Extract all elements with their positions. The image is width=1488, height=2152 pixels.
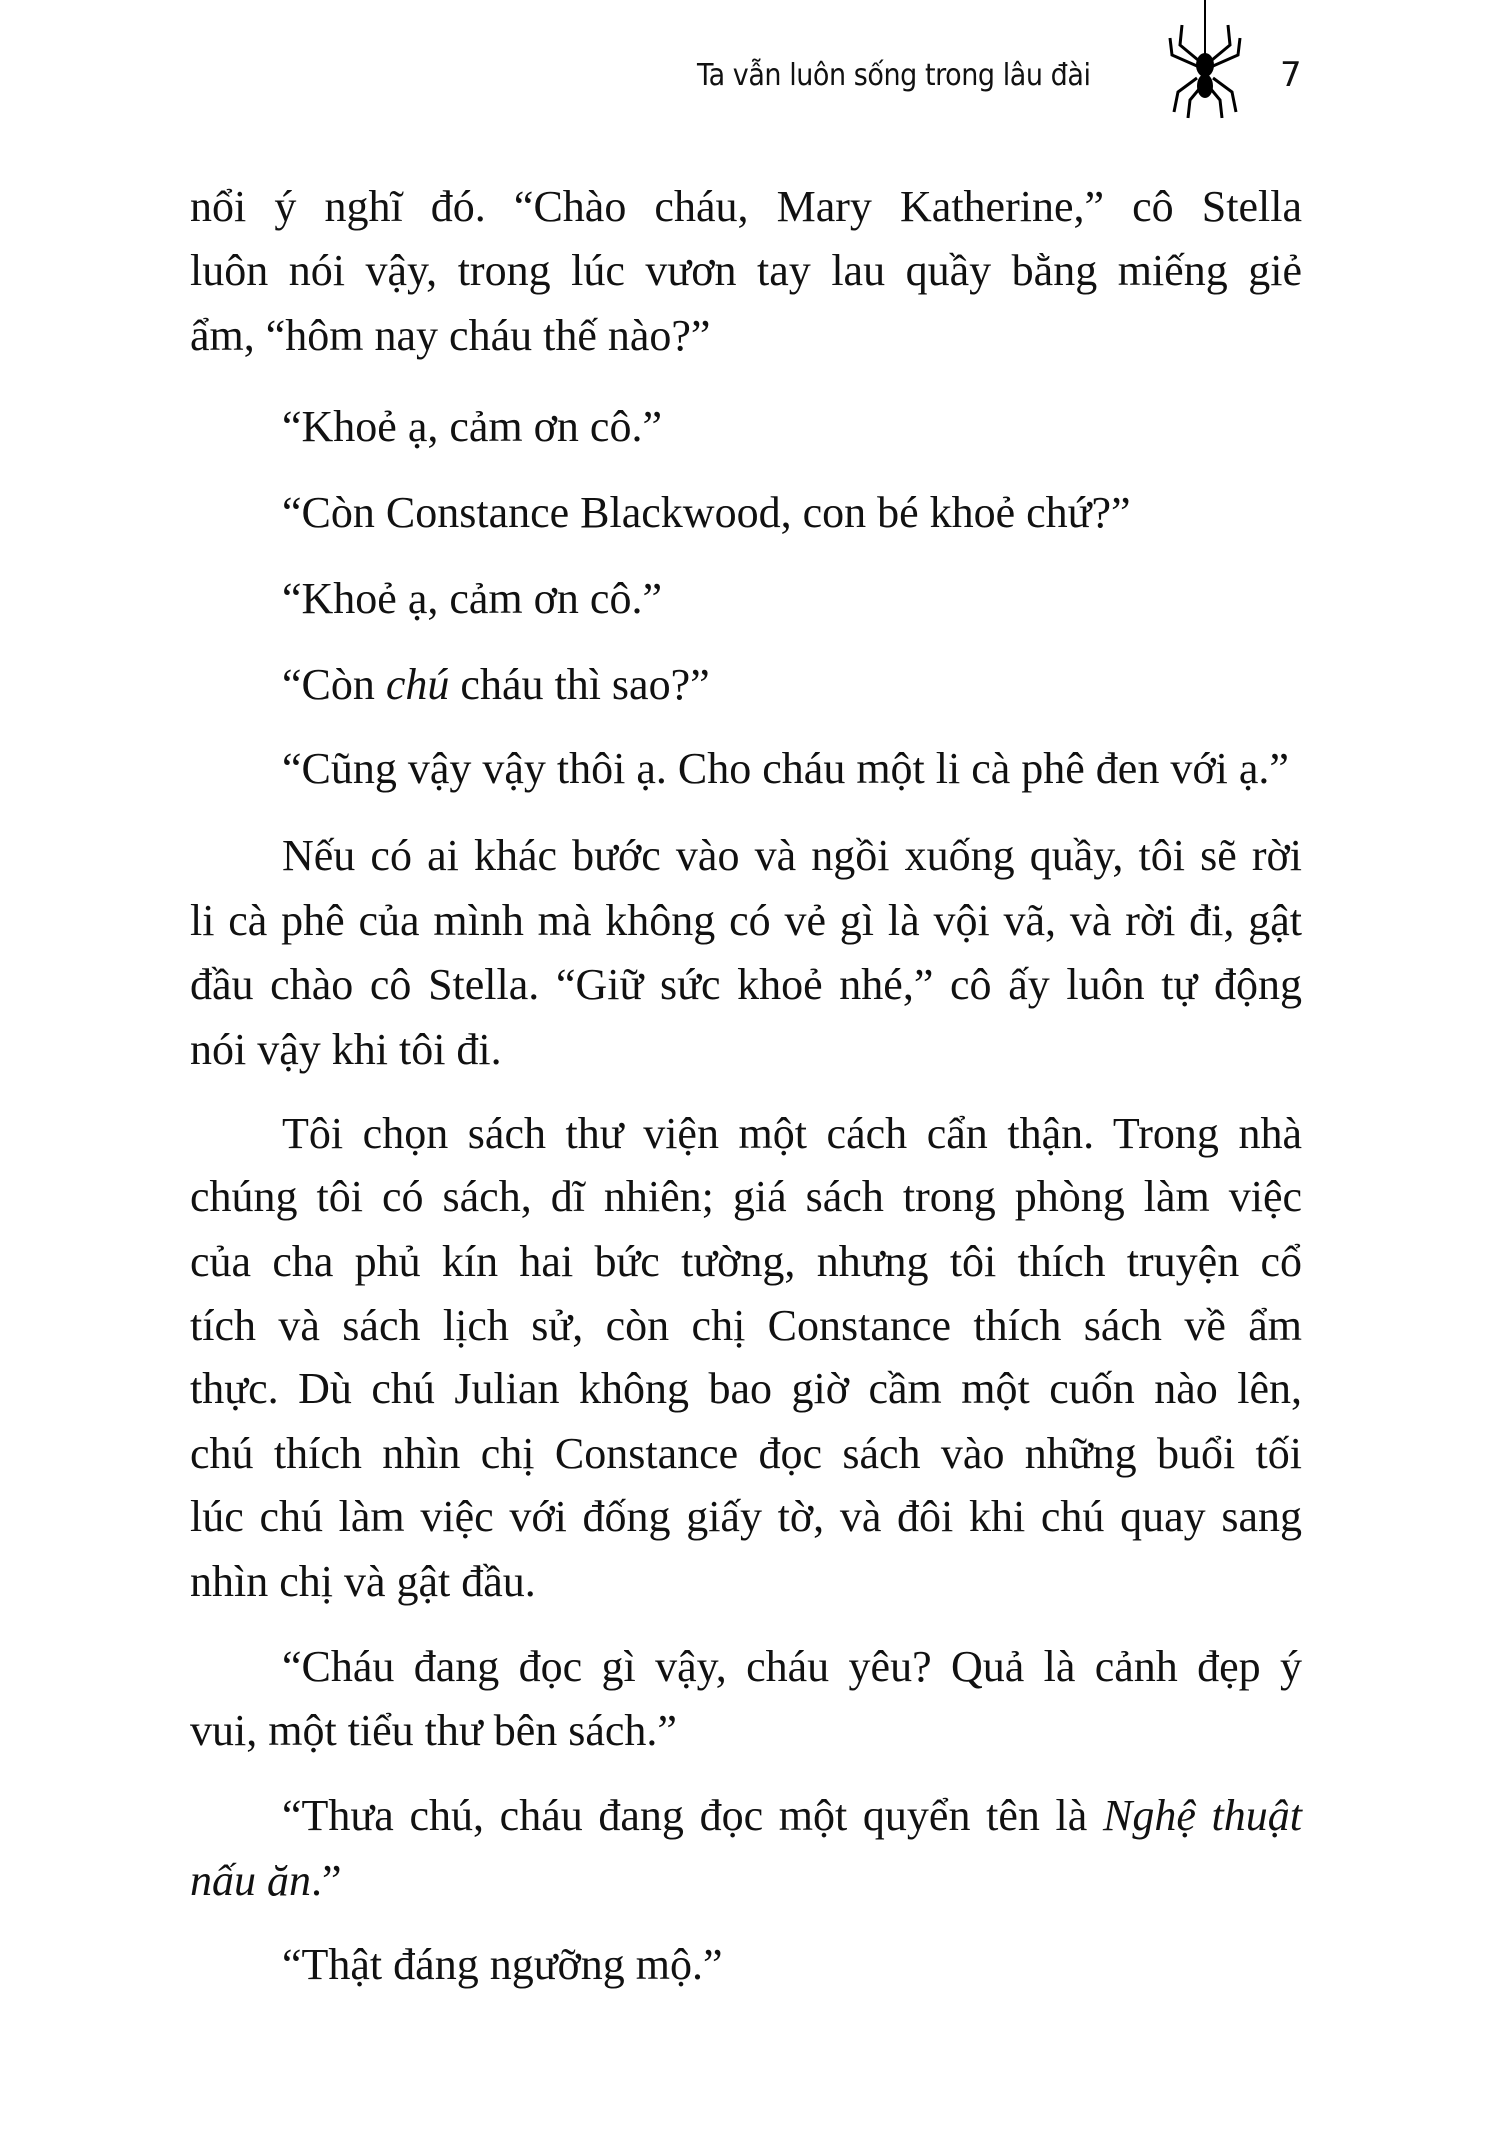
italic-text: nấu ăn	[190, 1855, 311, 1905]
text-line	[282, 567, 1302, 631]
text-line	[282, 1102, 1302, 1166]
text-line	[190, 953, 1302, 1017]
text-line	[190, 1230, 1302, 1294]
text-segment: nhìn chị và gật đầu.	[190, 1556, 536, 1606]
text-line	[282, 737, 1302, 801]
text-line	[282, 1784, 1302, 1848]
text-segment: ẩm, “hôm nay cháu thế nào?”	[190, 311, 711, 361]
text-segment: “Cũng vậy vậy thôi ạ. Cho cháu một li cà phê đen với ạ.”	[282, 743, 1289, 793]
text-segment: “Còn Constance Blackwood, con bé khoẻ chứ?”	[282, 487, 1131, 537]
text-segment: Tôi chọn sách thư viện một cách cẩn thận. Trong nhà	[282, 1109, 1302, 1159]
text-segment: li cà phê của mình mà không có vẻ gì là vội vã, và rời đi, gật	[190, 895, 1302, 945]
text-line	[190, 1018, 1302, 1082]
text-line	[190, 1165, 1302, 1229]
text-line	[190, 304, 1302, 368]
running-title: Ta vẫn luôn sống trong lâu đài	[697, 58, 1091, 93]
text-segment: chú thích nhìn chị Constance đọc sách vào những buổi tối	[190, 1428, 1302, 1478]
text-segment: của cha phủ kín hai bức tường, nhưng tôi thích truyện cổ	[190, 1237, 1302, 1287]
text-line	[282, 1933, 1302, 1997]
text-segment: “Còn	[282, 659, 386, 709]
text-line	[190, 1485, 1302, 1549]
text-line	[190, 1422, 1302, 1486]
text-line	[190, 1699, 1302, 1763]
text-line	[282, 481, 1302, 545]
text-segment: tích và sách lịch sử, còn chị Constance thích sách về ẩm	[190, 1300, 1302, 1350]
text-segment: lúc chú làm việc với đống giấy tờ, và đôi khi chú quay sang	[190, 1492, 1302, 1542]
text-line	[282, 1635, 1302, 1699]
text-line	[190, 1550, 1302, 1614]
text-segment: “Thưa chú, cháu đang đọc một quyển tên là	[282, 1791, 1103, 1841]
text-segment: luôn nói vậy, trong lúc vươn tay lau quầy bằng miếng giẻ	[190, 246, 1302, 296]
text-segment: “Khoẻ ạ, cảm ơn cô.”	[282, 402, 662, 452]
text-segment: cháu thì sao?”	[449, 659, 710, 709]
text-segment: đầu chào cô Stella. “Giữ sức khoẻ nhé,” cô ấy luôn tự động	[190, 960, 1302, 1010]
text-line	[190, 1294, 1302, 1358]
text-segment: “Khoẻ ạ, cảm ơn cô.”	[282, 574, 662, 624]
text-segment: .”	[311, 1855, 342, 1905]
text-line	[190, 175, 1302, 239]
text-line	[190, 1849, 1302, 1913]
text-segment: thực. Dù chú Julian không bao giờ cầm một cuốn nào lên,	[190, 1364, 1302, 1414]
text-line	[282, 824, 1302, 888]
italic-text: chú	[385, 659, 450, 709]
text-line	[190, 889, 1302, 953]
text-segment: vui, một tiểu thư bên sách.”	[190, 1705, 677, 1755]
text-segment: nổi ý nghĩ đó. “Chào cháu, Mary Katherine,” cô Stella	[190, 181, 1302, 231]
spider-icon	[1160, 0, 1250, 120]
text-segment: “Thật đáng ngưỡng mộ.”	[282, 1940, 723, 1990]
text-segment: Nếu có ai khác bước vào và ngồi xuống quầy, tôi sẽ rời	[282, 830, 1302, 880]
italic-text: Nghệ thuật	[1103, 1791, 1303, 1841]
text-segment: chúng tôi có sách, dĩ nhiên; giá sách trong phòng làm việc	[190, 1172, 1302, 1222]
text-segment: “Cháu đang đọc gì vậy, cháu yêu? Quả là cảnh đẹp ý	[282, 1642, 1302, 1692]
text-line	[282, 395, 1302, 459]
text-line	[282, 653, 1302, 717]
text-line	[190, 1357, 1302, 1421]
text-line	[190, 239, 1302, 303]
page-number: 7	[1280, 55, 1302, 95]
text-segment: nói vậy khi tôi đi.	[190, 1025, 502, 1075]
